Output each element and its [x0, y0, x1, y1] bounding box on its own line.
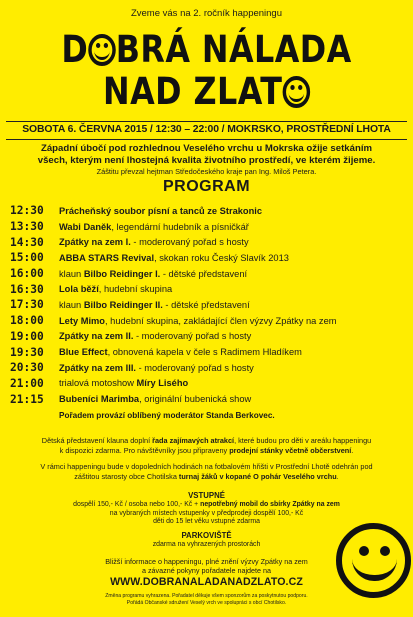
schedule-event [59, 269, 247, 279]
parking-heading: PARKOVIŠTĚ [181, 531, 232, 540]
big-smiley-icon [336, 523, 411, 598]
tickets-section [70, 492, 343, 527]
tickets-highlight: nepotřebný mobil do sbírky Zpátky na zem [200, 500, 340, 508]
football-info-highlight: turnaj žáků v kopané O pohár Veselého vrchu [178, 472, 337, 481]
schedule-row [10, 203, 410, 219]
schedule-time: 12:30 [10, 204, 44, 218]
title-line-2-text: NAD ZLAT [103, 70, 283, 113]
kids-info-highlight: prodejní stánky včetně občerstvení [229, 446, 352, 455]
schedule-event-name: ABBA STARS Revival [59, 252, 155, 263]
tickets-line-1 [70, 501, 343, 510]
schedule-time: 19:30 [10, 345, 44, 359]
fine-print-line-1: Změna programu vyhrazena. Pořadatel děkuje všem sponzorům za poskytnutou podporu. [105, 593, 308, 599]
kids-info-highlight: řada zajímavých atrakcí [152, 436, 235, 445]
kids-info-text: . [351, 446, 354, 455]
schedule-row [10, 360, 410, 376]
smiley-mouth [352, 559, 397, 581]
schedule-event-detail: - moderovaný pořad s hosty [133, 331, 252, 342]
schedule-event [59, 222, 249, 232]
schedule-time: 17:30 [10, 298, 44, 312]
schedule-event-name: Wabi Daněk [59, 221, 112, 232]
schedule-event-name: Zpátky na zem I. [59, 237, 131, 248]
schedule-event [59, 331, 251, 341]
schedule-event-detail: - moderovaný pořad s hosty [130, 237, 249, 248]
schedule-event [59, 253, 289, 263]
schedule-event-detail: , hudební skupina [98, 284, 173, 295]
description-line-1: Západní úbočí pod rozhlednou Veselého vrchu u Mokrska ožije setkáním [40, 143, 373, 154]
schedule-event-detail: , legendární hudebník a písničkář [111, 221, 249, 232]
schedule-time: 16:30 [10, 282, 44, 296]
parking-line-1: zdarma na vyhrazených prostorách [152, 540, 261, 548]
title-letter-d: D [61, 28, 89, 71]
website-link[interactable]: WWW.DOBRANALADANADZLATO.CZ [110, 576, 303, 588]
schedule-event [59, 300, 250, 310]
kids-info [20, 436, 393, 456]
schedule-event [59, 378, 188, 388]
schedule-row [10, 376, 410, 392]
schedule-event-detail: , originální bubenická show [139, 394, 252, 405]
schedule-time: 19:00 [10, 329, 44, 343]
schedule-event-detail: , obnovená kapela v čele s Radimem Hladíkem [107, 347, 302, 358]
schedule-event-name: Bilbo Reidinger II. [83, 299, 163, 310]
schedule-event-detail: , hudební skupina, zakládající člen výzvy Zpátky na zem [104, 315, 337, 326]
fine-print-line-2: Pořádá Občanské sdružení Veselý vrch ve spolupráci s obcí Chotilsko. [126, 600, 287, 606]
schedule-event-detail: - dětské představení [162, 299, 250, 310]
kids-info-text: k dispozici zdarma. Pro návštěvníky jsou připraveny [59, 446, 230, 455]
kids-info-text: , které budou pro děti v areálu happeningu [234, 436, 372, 445]
schedule-time: 13:30 [10, 220, 44, 234]
schedule-event [59, 394, 251, 404]
schedule-time: 14:30 [10, 235, 44, 249]
parking-section [70, 532, 343, 550]
schedule-time: 20:30 [10, 361, 44, 375]
schedule-time: 18:00 [10, 314, 44, 328]
kids-info-text: Dětská představení klauna doplní [41, 436, 153, 445]
schedule-event-name: Blue Effect [59, 347, 108, 358]
smiley-eye [380, 546, 390, 556]
schedule-event [59, 316, 337, 326]
schedule-event-prefix: klaun [59, 268, 84, 279]
football-info [20, 462, 393, 482]
schedule-event-name: Lety Mimo [59, 315, 105, 326]
schedule-time: 16:00 [10, 267, 44, 281]
schedule-time: 21:15 [10, 392, 44, 406]
smiley-eye [359, 546, 369, 556]
schedule-event-prefix: trialová motoshow [59, 378, 137, 389]
schedule-time: 15:00 [10, 251, 44, 265]
title-line-1 [29, 30, 384, 70]
tickets-line-2: na vybraných místech vstupenky v předprodeji dospělí 100,- Kč [109, 509, 304, 517]
schedule-event [59, 206, 262, 216]
more-info [60, 557, 353, 575]
football-info-text: V rámci happeningu bude v dopoledních hodinách na fotbalovém hřišti v Prostřední Lhotě odehrán pod [40, 462, 373, 471]
title-line-2 [29, 72, 384, 112]
program-title: PROGRAM [162, 178, 251, 195]
smiley-icon [88, 34, 116, 66]
schedule-time: 21:00 [10, 376, 44, 390]
divider [6, 139, 407, 140]
schedule-event-detail: - moderovaný pořad s hosty [135, 362, 254, 373]
fine-print [40, 593, 373, 607]
intro-text: Zveme vás na 2. ročník happeningu [130, 8, 283, 19]
schedule-event-name: Zpátky na zem II. [59, 331, 134, 342]
event-description [14, 143, 399, 167]
schedule-event [59, 237, 249, 247]
title-line-1-rest: BRÁ NÁLADA [115, 28, 352, 71]
schedule-event [59, 363, 254, 373]
schedule-event [59, 284, 172, 294]
schedule-row [10, 281, 410, 297]
schedule-row [10, 344, 410, 360]
schedule-row [10, 391, 410, 407]
schedule-event-name: Prácheňský soubor písní a tanců ze Strakonic [59, 205, 263, 216]
schedule-row [10, 313, 410, 329]
patronage-note: Záštitu převzal hejtman Středočeského kraje pan Ing. Miloš Petera. [96, 167, 317, 176]
football-info-text: . [336, 472, 339, 481]
schedule-event-detail: - dětské představení [160, 268, 248, 279]
smiley-icon [282, 76, 310, 108]
moderator-note: Pořadem provází oblíbený moderátor Standa Berkovec. [59, 411, 275, 420]
schedule-row [10, 297, 410, 313]
schedule-event [59, 347, 302, 357]
tickets-text: dospělí 150,- Kč / osoba nebo 100,- Kč + [73, 500, 201, 508]
schedule-event-name: Míry Lisého [136, 378, 189, 389]
schedule-row [10, 234, 410, 250]
schedule-event-detail: , skokan roku Český Slavík 2013 [154, 252, 289, 263]
schedule-row [10, 329, 410, 345]
more-info-line-1: Bližší informace o happeningu, plné znění výzvy Zpátky na zem [105, 557, 308, 566]
schedule-event-prefix: klaun [59, 299, 84, 310]
schedule-row [10, 219, 410, 235]
football-info-text: záštitou starosty obce Chotilska [74, 472, 179, 481]
schedule-row [10, 266, 410, 282]
tickets-heading: VSTUPNÉ [188, 491, 225, 500]
divider [6, 121, 407, 122]
schedule-event-name: Lola běží [59, 284, 99, 295]
description-line-2: všech, kterým není lhostejná kvalita životního prostředí, ve kterém žijeme. [37, 155, 376, 166]
schedule-event-name: Bilbo Reidinger I. [83, 268, 161, 279]
program-schedule [10, 203, 410, 407]
schedule-row [10, 250, 410, 266]
event-dateline: SOBOTA 6. ČERVNA 2015 / 12:30 – 22:00 / MOKRSKO, PROSTŘEDNÍ LHOTA [22, 124, 391, 135]
more-info-line-2: a závazné pokyny pořadatele najdete na [141, 566, 272, 575]
schedule-event-name: Zpátky na zem III. [59, 362, 136, 373]
schedule-event-name: Bubeníci Marimba [59, 394, 140, 405]
tickets-line-3: děti do 15 let věku vstupné zdarma [153, 518, 260, 526]
